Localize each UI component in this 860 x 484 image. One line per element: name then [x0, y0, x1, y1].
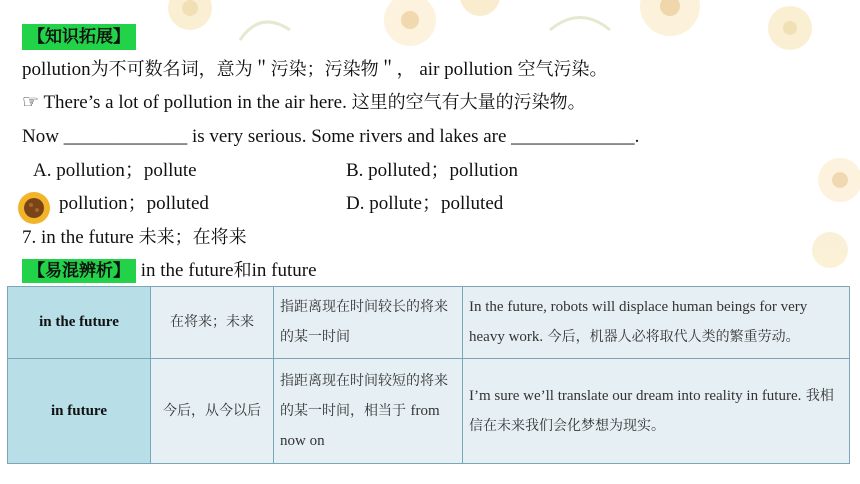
knowledge-tag: 【知识拓展】 — [22, 24, 136, 50]
meaning-cell: 在将来；未来 — [151, 287, 274, 359]
item7-cn: 未来；在将来 — [138, 227, 247, 248]
example-cell — [463, 358, 850, 463]
note-cn1: 为不可数名词，意为＂污染；污染物＂， — [90, 59, 415, 80]
compare-text1: in the future — [140, 260, 234, 281]
compare-tag: 【易混辨析】 — [22, 259, 136, 283]
example-cell-en: I’m sure we’ll translate our dream into reality in future. — [469, 387, 802, 404]
usage-cell: 指距离现在时间较长的将来的某一时间 — [274, 287, 463, 359]
table-row — [8, 358, 850, 463]
sunflower-icon — [17, 191, 51, 225]
section-header — [22, 24, 136, 50]
example-sentence — [22, 91, 586, 115]
option-c[interactable]: pollution；polluted — [59, 193, 209, 214]
phrase-cell: in the future — [8, 287, 151, 359]
option-a[interactable]: A. pollution；pollute — [33, 160, 197, 181]
example-cn: 这里的空气有大量的污染物。 — [351, 92, 586, 113]
note-en1: pollution — [22, 59, 91, 80]
compare-line — [22, 259, 317, 283]
item7-en: 7. in the future — [22, 227, 139, 248]
example-cell — [463, 287, 850, 359]
meaning-cell: 今后，从今以后 — [151, 358, 274, 463]
usage-cell-cn: 指距离现在时间较短的将来的某一时间，相当于 — [280, 372, 448, 419]
note-en2: air pollution — [414, 59, 518, 80]
example-cell-cn: 今后，机器人必将取代人类的繁重劳动。 — [547, 329, 800, 346]
flower-decoration-right — [800, 150, 860, 290]
compare-text2: in future — [251, 260, 317, 281]
question-text: Now _____________ is very serious. Some rivers and lakes are _____________. — [22, 126, 640, 147]
comparison-table — [7, 286, 850, 464]
table-row — [8, 287, 850, 359]
option-b[interactable]: B. polluted；pollution — [346, 160, 519, 181]
pollution-note — [22, 58, 608, 82]
example-en: ☞ There’s a lot of pollution in the air here. — [22, 92, 352, 113]
item-7 — [22, 226, 247, 250]
phrase-cell: in future — [8, 358, 151, 463]
option-d[interactable]: D. pollute；polluted — [346, 193, 504, 214]
compare-cn: 和 — [233, 260, 252, 281]
note-cn2: 空气污染。 — [517, 59, 608, 80]
usage-cell-en: from now on — [280, 402, 440, 449]
example-cell-en: In the future, robots will displace human beings for very heavy work. — [469, 299, 808, 346]
example-cell-cn: 我相信在未来我们会化梦想为现实。 — [469, 387, 834, 434]
usage-cell — [274, 358, 463, 463]
